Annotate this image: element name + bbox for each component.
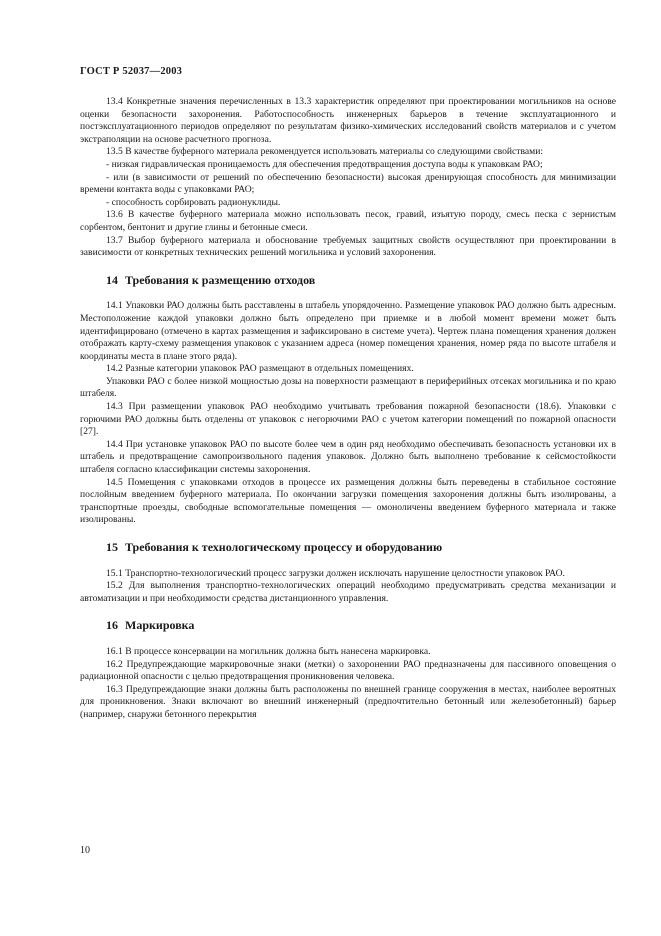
paragraph: 14.1 Упаковки РАО должны быть расставлены в штабель упорядоченно. Размещение упаковок РАО должно быть адресным. Местоположение каждой упаковки должно быть определено при приемке и в любой момент времени может быть идентифицировано (отмечено в картах размещения и зафиксировано в системе учета). Чертеж плана помещения хранения должен отображать карту-схему размещения упаковок с указанием адреса (номер помещения хранения, номер ряда по высоте штабеля и координаты места в плане этого ряда).: [80, 300, 616, 362]
section-number: 16: [106, 618, 118, 633]
paragraph: 13.6 В качестве буферного материала можно использовать песок, гравий, изъятую породу, смесь песка с зернистым сорбентом, бентонит и другие глины и бетонные смеси.: [80, 209, 616, 233]
paragraph: Упаковки РАО с более низкой мощностью дозы на поверхности размещают в периферийных отсеках могильника и по краю штабеля.: [80, 375, 616, 400]
paragraph: 14.4 При установке упаковок РАО по высоте более чем в один ряд необходимо обеспечивать безопасность установки их в штабель и предотвращение самопроизвольного падения упаковок. Должно быть выполнено требование к сейсмостойкости штабеля согласно классификации системы захоронения.: [80, 438, 616, 476]
paragraph: 14.3 При размещении упаковок РАО необходимо учитывать требования пожарной безопасности (18.6). Упаковки с горючими РАО должны быть отделены от упаковок с негорючими РАО с учетом категории помещений по пожарной опасности [27].: [80, 401, 616, 438]
section-heading: [80, 619, 616, 632]
section-number: 15: [106, 540, 118, 554]
section-heading: [80, 274, 616, 287]
page-number: 10: [80, 845, 90, 856]
paragraph: 15.1 Транспортно-технологический процесс загрузки должен исключать нарушение целостности упаковок РАО.: [106, 567, 565, 579]
paragraph: 13.7 Выбор буферного материала и обоснование требуемых защитных свойств осуществляют при проектировании в зависимости от конкретных технических решений могильника и условий захоронения.: [80, 234, 616, 259]
paragraph: - способность сорбировать радионуклиды.: [106, 196, 281, 208]
paragraph: 14.5 Помещения с упаковками отходов в процессе их размещения должны быть переведены в стабильное состояние послойным введением буферного материала. По окончании загрузки помещения захоронения должны быть изолированы, а транспортные проезды, свободные вспомогательные помещения — омоноличены введением буферного материала и также изолированы.: [80, 476, 616, 526]
section-number: 14: [106, 272, 118, 287]
paragraph: 14.2 Разные категории упаковок РАО размещают в отдельных помещениях.: [106, 363, 414, 375]
section-heading: [80, 541, 616, 554]
paragraph: 16.1 В процессе консервации на могильник должна быть нанесена маркировка.: [106, 645, 431, 657]
paragraph: 16.2 Предупреждающие маркировочные знаки (метки) о захоронении РАО предназначены для пассивного оповещения о радиационной опасности с целью предотвращения проникновения человека.: [80, 658, 616, 683]
paragraph: 15.2 Для выполнения транспортно-технологических операций необходимо предусматривать средства механизации и автоматизации и при необходимости средства дистанционного управления.: [80, 580, 616, 604]
section-title: Требования к размещению отходов: [125, 272, 316, 287]
section-title: Требования к технологическому процессу и оборудованию: [125, 540, 443, 554]
paragraph: 13.4 Конкретные значения перечисленных в 13.3 характеристик определяют при проектировании могильников на основе оценки безопасности захоронения. Работоспособность инженерных барьеров в течение эксплуатационного и постэксплуатационного периодов определяют по результатам физико-химических исследований свойств материалов и с учетом экстраполяции на основе расчетного прогноза.: [80, 96, 616, 145]
paragraph: - низкая гидравлическая проницаемость для обеспечения предотвращения доступа воды к упаковкам РАО;: [106, 158, 543, 170]
paragraph: 13.5 В качестве буферного материала рекомендуется использовать материалы со следующими свойствами:: [106, 146, 544, 158]
document-body: [80, 96, 616, 722]
paragraph: - или (в зависимости от решений по обеспечению безопасности) высокая дренирующая способность для минимизации времени контакта воды с упаковками РАО;: [80, 171, 616, 196]
document-header: ГОСТ Р 52037—2003: [80, 66, 183, 77]
section-title: Маркировка: [125, 618, 195, 633]
paragraph: 16.3 Предупреждающие знаки должны быть расположены по внешней границе сооружения в местах, наиболее вероятных для проникновения. Знаки включают во внешний инженерный (предпочтительно бетонный или железобетонный) барьер (например, снаружи бетонного перекрытия: [80, 683, 616, 720]
